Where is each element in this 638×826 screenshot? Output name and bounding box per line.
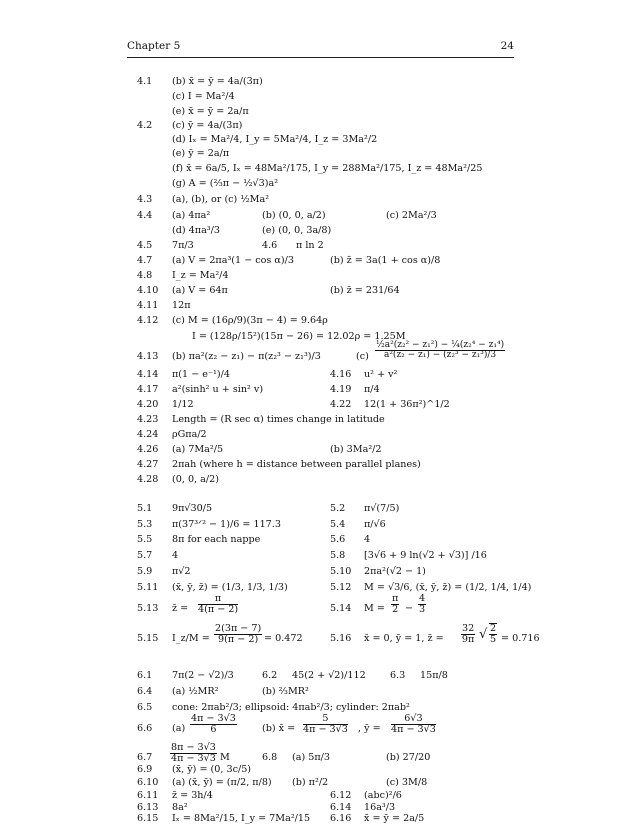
fraction [391, 594, 399, 615]
answer-number: 5.12 [330, 582, 352, 593]
fraction-numerator: 32 [462, 623, 475, 634]
header-rule [127, 57, 514, 58]
answer-number: 4.7 [137, 255, 153, 266]
answer-text: (e) (0, 0, 3a/8) [262, 225, 332, 236]
fraction-denominator: 4(π − 2) [198, 604, 239, 616]
answer-number: 4.16 [330, 369, 352, 380]
fraction [418, 594, 426, 615]
answer-number: 6.2 [262, 670, 278, 681]
fraction-numerator: π [198, 594, 238, 605]
answer-text: (c) 3M/8 [386, 777, 428, 788]
answer-text: 1/12 [172, 399, 194, 410]
fraction [214, 624, 262, 645]
answer-number: 4.17 [137, 384, 159, 395]
answer-text: (b) 27/20 [386, 752, 431, 763]
answer-text: 8π for each nappe [172, 534, 261, 545]
answer-text: (b) ⅔MR² [262, 686, 309, 697]
answer-text: Iₓ = 8Ma²/15, I_y = 7Ma²/15 [172, 813, 311, 824]
answer-text: (e) ȳ = 2a/π [172, 148, 230, 159]
answer-number: 4.8 [137, 270, 153, 281]
chapter-title: Chapter 5 [127, 40, 181, 52]
fraction [489, 623, 497, 645]
answer-text: (f) x̄ = 6a/5, Iₓ = 48Ma²/175, I_y = 288Ma²/175, I_z = 48Ma²/25 [172, 163, 483, 174]
answer-text: Length = (R sec α) times change in latitude [172, 414, 385, 425]
fraction-numerator: 5 [303, 714, 348, 725]
answer-number: 6.16 [330, 813, 352, 824]
answer-text: π(37³ᐟ² − 1)/6 = 117.3 [172, 519, 281, 530]
answer-text: (a) 4πa² [172, 210, 211, 221]
answer-number: 4.6 [262, 240, 278, 251]
fraction-denominator: 4π − 3√3 [303, 724, 348, 736]
answer-text: (b) πa²(z₂ − z₁) − π(z₂³ − z₁³)/3 [172, 351, 321, 362]
answer-number: 4.12 [137, 315, 159, 326]
answer-number: 5.1 [137, 503, 153, 514]
answer-number: 6.5 [137, 702, 153, 713]
answer-text: 2πah (where h = distance between parallel planes) [172, 459, 421, 470]
page-header [127, 40, 514, 56]
answer-number: 4.26 [137, 444, 159, 455]
answer-text: (abc)²/6 [364, 790, 402, 801]
fraction [170, 743, 217, 764]
answer-text: (a) ½MR² [172, 686, 219, 697]
answer-text: M = √3/6, (x̄, ȳ, z̄) = (1/2, 1/4, 1/4) [364, 582, 532, 593]
answer-text: [3√6 + 9 ln(√2 + √3)] /16 [364, 550, 487, 561]
answer-text: π√(7/5) [364, 503, 400, 514]
answer-number: 4.1 [137, 76, 153, 87]
answer-text: (a) (x̄, ȳ) = (π/2, π/8) [172, 777, 272, 788]
fraction-numerator: 4π − 3√3 [191, 713, 236, 724]
answer-number: 5.7 [137, 550, 153, 561]
answer-text: (c) I = Ma²/4 [172, 91, 235, 102]
answer-text: (d) Iₓ = Ma²/4, I_y = 5Ma²/4, I_z = 3Ma²/2 [172, 134, 378, 145]
answer-number: 4.11 [137, 300, 159, 311]
answer-number: 5.4 [330, 519, 346, 530]
answer-number: 5.6 [330, 534, 346, 545]
answer-number: 4.22 [330, 399, 352, 410]
page-number: 24 [500, 40, 514, 52]
answer-number: 5.15 [137, 633, 159, 644]
answer-number: 4.27 [137, 459, 159, 470]
answer-text: z̄ = [172, 603, 189, 614]
answer-text: (a) 7Ma²/5 [172, 444, 224, 455]
answer-text: M = [364, 603, 385, 614]
answer-text: (c) ȳ = 4a/(3π) [172, 120, 243, 131]
answer-text: 15π/8 [420, 670, 448, 681]
answer-number: 4.14 [137, 369, 159, 380]
answer-number: 4.10 [137, 285, 159, 296]
answer-number: 5.3 [137, 519, 153, 530]
answer-number: 6.8 [262, 752, 278, 763]
answer-number: 4.13 [137, 351, 159, 362]
answer-text: I = (128ρ/15²)(15π − 26) = 12.02ρ = 1.25M [192, 331, 406, 342]
answer-number: 6.10 [137, 777, 159, 788]
answer-text: = 0.472 [264, 633, 303, 644]
answer-text: M [220, 752, 230, 763]
fraction-denominator: 6 [210, 724, 217, 736]
answer-number: 5.13 [137, 603, 159, 614]
answer-text: (b) z̄ = 3a(1 + cos α)/8 [330, 255, 441, 266]
fraction-numerator: 8π − 3√3 [171, 742, 216, 753]
answer-text: (a) 5π/3 [292, 752, 331, 763]
answer-number: 6.7 [137, 752, 153, 763]
answer-text: π/4 [364, 384, 380, 395]
fraction-numerator: π [392, 593, 399, 604]
answer-text: (d) 4πa³/3 [172, 225, 220, 236]
answer-text: = 0.716 [501, 633, 540, 644]
fraction [190, 714, 237, 735]
answer-number: 6.12 [330, 790, 352, 801]
fraction-numerator: 2 [490, 623, 497, 634]
answer-number: 4.24 [137, 429, 159, 440]
answer-number: 6.13 [137, 802, 159, 813]
fraction [303, 714, 348, 735]
answer-text: a²(sinh² u + sin² v) [172, 384, 264, 395]
answer-number: 5.2 [330, 503, 346, 514]
answer-number: 5.11 [137, 582, 159, 593]
answer-text: (x̄, ȳ, z̄) = (1/3, 1/3, 1/3) [172, 582, 288, 593]
answer-text: , ȳ = [358, 723, 381, 734]
answer-text: (b) x̄ = [262, 723, 296, 734]
answer-number: 5.14 [330, 603, 352, 614]
answer-number: 4.3 [137, 194, 153, 205]
answer-text: (c) M = (16ρ/9)(3π − 4) = 9.64ρ [172, 315, 328, 326]
answer-text: cone: 2πab²/3; ellipsoid: 4πab²/3; cylinder: 2πab² [172, 702, 410, 713]
fraction-denominator: 3 [419, 604, 426, 616]
answer-text: (0, 0, a/2) [172, 474, 219, 485]
answer-number: 5.16 [330, 633, 352, 644]
answer-number: 4.5 [137, 240, 153, 251]
answer-number: 6.11 [137, 790, 159, 801]
answer-number: 4.19 [330, 384, 352, 395]
answer-text: x̄ = 0, ȳ = 1, z̄ = [364, 633, 444, 644]
answer-text: (e) x̄ = ȳ = 2a/π [172, 106, 249, 117]
answer-number: 4.28 [137, 474, 159, 485]
answer-text: u² + v² [364, 369, 398, 380]
fraction-denominator: 5 [490, 634, 497, 646]
answer-text: ρGπa/2 [172, 429, 207, 440]
fraction-denominator: 9(π − 2) [218, 634, 259, 646]
answer-number: 6.3 [390, 670, 406, 681]
answer-text: 8a² [172, 802, 188, 813]
answer-number: 6.6 [137, 723, 153, 734]
answer-text: (g) A = (⅔π − ½√3)a² [172, 178, 279, 189]
answer-number: 4.23 [137, 414, 159, 425]
answer-text: 7π(2 − √2)/3 [172, 670, 234, 681]
answer-text: π(1 − e⁻¹)/4 [172, 369, 230, 380]
answer-number: 4.2 [137, 120, 153, 131]
answer-text: x̄ = ȳ = 2a/5 [364, 813, 425, 824]
answer-label: (c) [356, 351, 369, 362]
answer-text: 16a³/3 [364, 802, 396, 813]
answer-text: 7π/3 [172, 240, 194, 251]
answer-text: (a) V = 64π [172, 285, 228, 296]
answer-text: (b) (0, 0, a/2) [262, 210, 326, 221]
answer-number: 5.5 [137, 534, 153, 545]
answer-text: I_z = Ma²/4 [172, 270, 229, 281]
answer-text: 2πa²(√2 − 1) [364, 566, 426, 577]
answer-text: 12π [172, 300, 191, 311]
answer-text: (b) 3Ma²/2 [330, 444, 382, 455]
fraction-denominator: 4π − 3√3 [171, 753, 216, 765]
fraction-denominator: 2 [392, 604, 399, 616]
fraction-denominator: 9π [461, 634, 475, 646]
answer-text: I_z/M = [172, 633, 210, 644]
answer-text: π/√6 [364, 519, 386, 530]
answer-text: π ln 2 [296, 240, 324, 251]
fraction [391, 714, 436, 735]
answer-number: 4.4 [137, 210, 153, 221]
fraction-numerator: ½a²(z₂² − z₁²) − ¼(z₂⁴ − z₁⁴) [376, 340, 505, 350]
answer-number: 5.10 [330, 566, 352, 577]
answer-number: 5.8 [330, 550, 346, 561]
answer-text: (b) π²/2 [292, 777, 329, 788]
fraction-denominator: a²(z₂ − z₁) − (z₂³ − z₁³)/3 [383, 350, 497, 361]
answer-text: π√2 [172, 566, 191, 577]
answer-number: 6.1 [137, 670, 153, 681]
answer-number: 6.14 [330, 802, 352, 813]
answer-number: 6.15 [137, 813, 159, 824]
answer-text: (c) 2Ma²/3 [386, 210, 437, 221]
answer-text: (x̄, ȳ) = (0, 3c/5) [172, 764, 252, 775]
answer-text: 4 [172, 550, 179, 561]
fraction [461, 624, 475, 645]
fraction [198, 594, 238, 615]
operator: − [405, 603, 414, 614]
fraction-numerator: 2(3π − 7) [215, 623, 262, 634]
answer-label: (a) [172, 723, 186, 734]
fraction-denominator: 4π − 3√3 [391, 724, 436, 736]
answer-text: (b) x̄ = ȳ = 4a/(3π) [172, 76, 263, 87]
fraction [375, 341, 505, 361]
answer-text: (a) V = 2πa³(1 − cos α)/3 [172, 255, 294, 266]
answer-text: 45(2 + √2)/112 [292, 670, 366, 681]
fraction-numerator: 6√3 [391, 714, 436, 725]
answer-text: 4 [364, 534, 371, 545]
answer-number: 4.20 [137, 399, 159, 410]
answer-number: 6.4 [137, 686, 153, 697]
answer-number: 6.9 [137, 764, 153, 775]
answer-text: (b) z̄ = 231/64 [330, 285, 400, 296]
answer-text: z̄ = 3h/4 [172, 790, 213, 801]
answer-text: 9π√30/5 [172, 503, 213, 514]
answer-text: 12(1 + 36π²)^1/2 [364, 399, 450, 410]
radical-icon: √ [479, 627, 488, 642]
answer-text: (a), (b), or (c) ½Ma² [172, 194, 270, 205]
fraction-numerator: 4 [419, 593, 426, 604]
answer-number: 5.9 [137, 566, 153, 577]
